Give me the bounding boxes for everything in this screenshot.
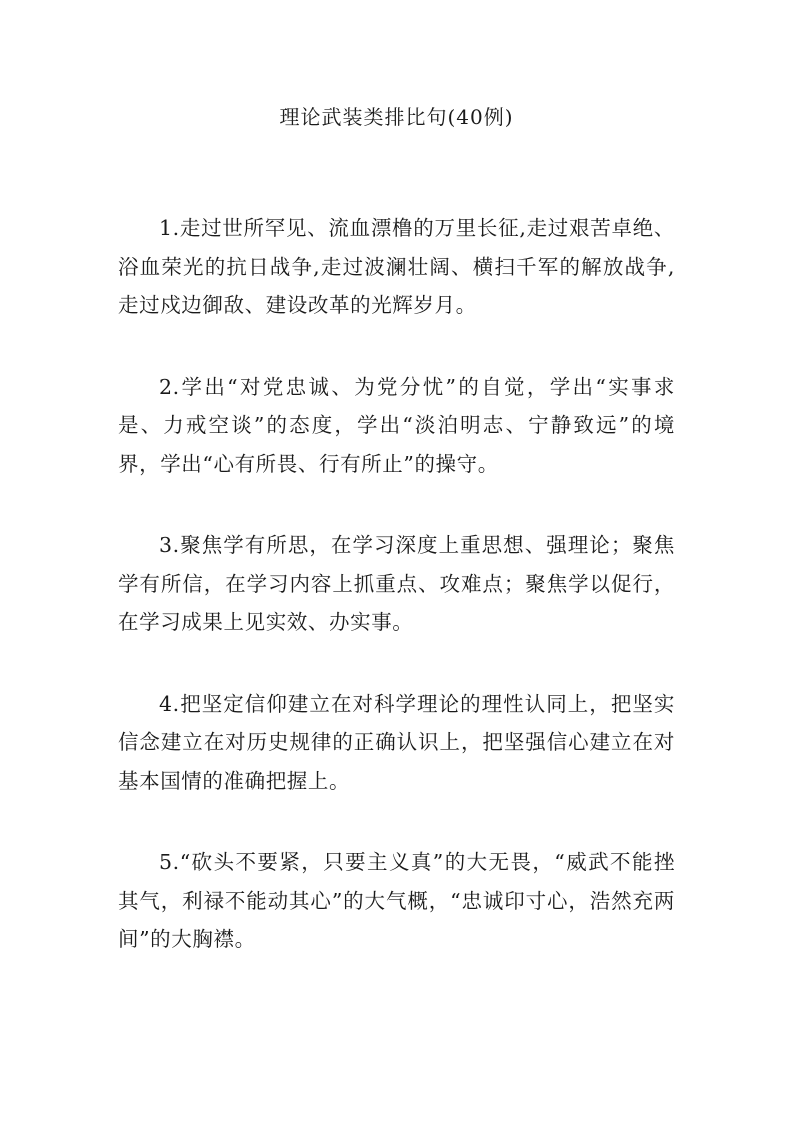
- document-title: 理论武装类排比句(40例): [279, 105, 514, 129]
- document-body: [118, 209, 675, 1002]
- paragraph-5: 5.“砍头不要紧，只要主义真”的大无畏，“威武不能挫其气，利禄不能动其心”的大气概，“忠诚印寸心，浩然充两间”的大胸襟。: [118, 850, 675, 951]
- paragraph-3: 3.聚焦学有所思，在学习深度上重思想、强理论；聚焦学有所信，在学习内容上抓重点、攻难点；聚焦学以促行，在学习成果上见实效、办实事。: [118, 533, 675, 634]
- paragraph-2: 2.学出“对党忠诚、为党分忧”的自觉，学出“实事求是、力戒空谈”的态度，学出“淡泊明志、宁静致远”的境界，学出“心有所畏、行有所止”的操守。: [118, 374, 675, 476]
- paragraph-4: 4.把坚定信仰建立在对科学理论的理性认同上，把坚实信念建立在对历史规律的正确认识上，把坚强信心建立在对基本国情的准确把握上。: [118, 691, 675, 793]
- paragraph-1: 1.走过世所罕见、流血漂橹的万里长征,走过艰苦卓绝、浴血荣光的抗日战争,走过波澜壮阔、横扫千军的解放战争,走过戍边御敌、建设改革的光辉岁月。: [118, 216, 675, 317]
